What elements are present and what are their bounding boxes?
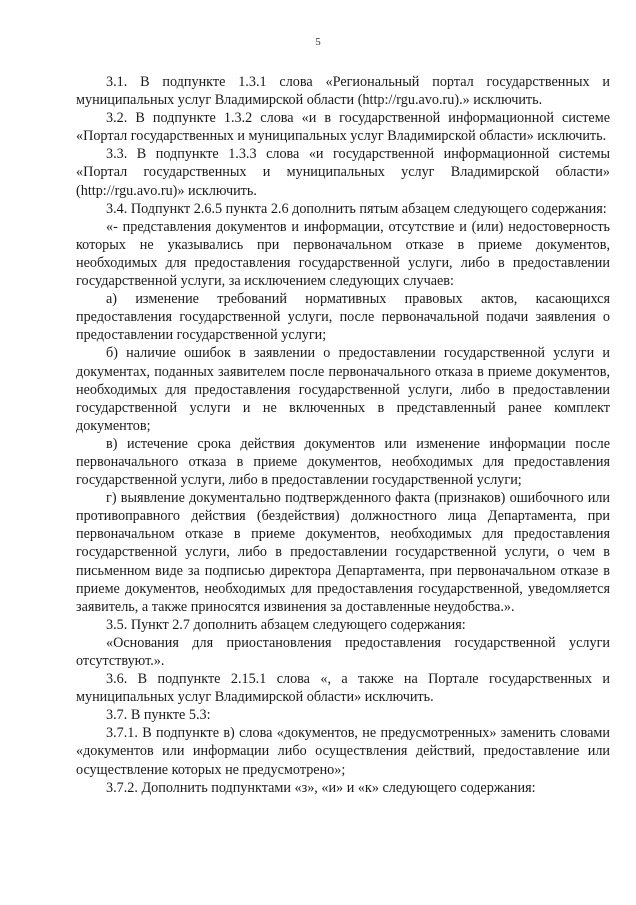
paragraph-3-7-1: 3.7.1. В подпункте в) слова «документов, не предусмотренных» заменить словами «документов или информации либо осуществления действий, предоставление или осуществление которых не предусмотрено»;	[76, 725, 610, 778]
paragraph-item-g: г) выявление документально подтвержденного факта (признаков) ошибочного или противоправного действия (бездействия) должностного лица Департамента, при первоначальном отказе в приеме документов, необходимых для предоставления государственной услуги, либо в предоставлении государственной услуги, о чем в письменном виде за подписью директора Департамента, при первоначальном отказе в приеме документов, необходимых для предоставления государственной, уведомляется заявитель, а также приносятся извинения за доставленные неудобства.».	[76, 490, 610, 615]
page-number: 5	[315, 36, 321, 48]
paragraph-3-3: 3.3. В подпункте 1.3.3 слова «и государственной информационной системы «Портал государственных и муниципальных услуг Владимирской области» (http://rgu.avo.ru)» исключить.	[76, 146, 610, 199]
paragraph-item-a: а) изменение требований нормативных правовых актов, касающихся предоставления государственной услуги, после первоначальной подачи заявления о предоставлении государственной услуги;	[76, 291, 610, 344]
paragraph-3-5: 3.5. Пункт 2.7 дополнить абзацем следующего содержания:	[106, 616, 466, 633]
paragraph-item-b: б) наличие ошибок в заявлении о предоставлении государственной услуги и документах, поданных заявителем после первоначального отказа в приеме документов, необходимых для предоставления государственной услуги, либо в предоставлении государственной услуги и не включенных в представленный ранее комплект документов;	[76, 345, 610, 434]
document-body	[76, 73, 610, 797]
paragraph-item-v: в) истечение срока действия документов или изменение информации после первоначального отказа в приеме документов, необходимых для предоставления государственной услуги, либо в предоставлении государственной услуги;	[76, 435, 610, 489]
paragraph-3-1: 3.1. В подпункте 1.3.1 слова «Региональный портал государственных и муниципальных услуг Владимирской области (http://rgu.avo.ru).» исключить.	[76, 74, 610, 109]
paragraph-3-2: 3.2. В подпункте 1.3.2 слова «и в государственной информационной системе «Портал государственных и муниципальных услуг Владимирской области» исключить.	[76, 110, 610, 145]
paragraph-quote-intro: «- представления документов и информации, отсутствие и (или) недостоверность которых не указывались при первоначальном отказе в приеме документов, необходимых для предоставления государственной услуги, либо в предоставлении государственной услуги, за исключением следующих случаев:	[76, 218, 610, 290]
paragraph-3-7-2: 3.7.2. Дополнить подпунктами «з», «и» и «к» следующего содержания:	[106, 779, 536, 796]
paragraph-3-5-quote: «Основания для приостановления предоставления государственной услуги отсутствуют.».	[76, 634, 610, 669]
paragraph-3-4: 3.4. Подпункт 2.6.5 пункта 2.6 дополнить пятым абзацем следующего содержания:	[106, 200, 607, 217]
paragraph-3-6: 3.6. В подпункте 2.15.1 слова «, а также на Портале государственных и муниципальных услуг Владимирской области» исключить.	[76, 671, 610, 706]
paragraph-3-7: 3.7. В пункте 5.3:	[106, 707, 211, 724]
